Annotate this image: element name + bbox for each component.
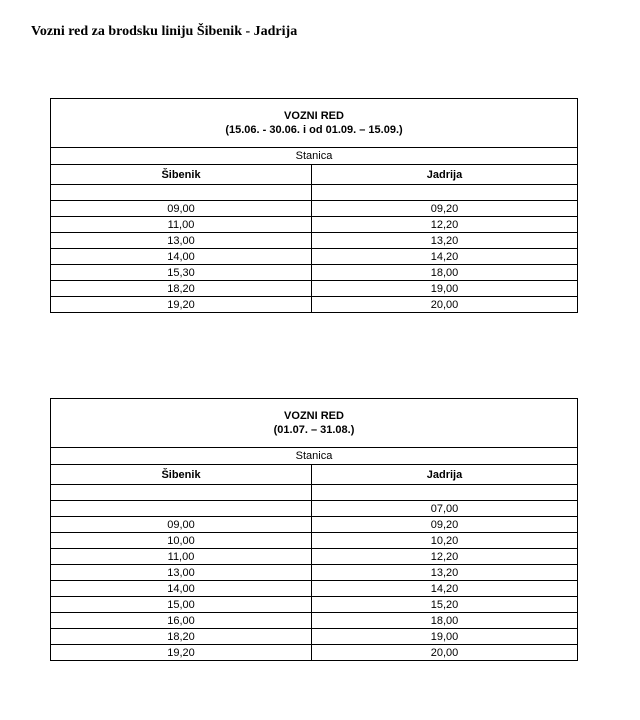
timetable-period: (15.06. - 30.06. i od 01.09. – 15.09.) [225, 124, 403, 136]
table-row [51, 645, 578, 661]
table-row [51, 217, 578, 233]
table-row [51, 597, 578, 613]
column-sibenik: Šibenik [51, 165, 312, 185]
departure-sibenik: 15,30 [51, 265, 312, 281]
table-row [51, 501, 578, 517]
timetable-table [50, 398, 578, 661]
departure-jadrija: 12,20 [312, 217, 578, 233]
station-row [51, 148, 578, 165]
table-row [51, 485, 578, 501]
table-row [51, 629, 578, 645]
departure-sibenik: 19,20 [51, 645, 312, 661]
departure-jadrija: 13,20 [312, 565, 578, 581]
departure-jadrija: 09,20 [312, 517, 578, 533]
departure-sibenik: 13,00 [51, 233, 312, 249]
timetable-header-row [51, 99, 578, 148]
timetable-header-cell [51, 399, 578, 448]
table-row [51, 565, 578, 581]
table-row [51, 265, 578, 281]
departure-sibenik: 11,00 [51, 549, 312, 565]
departure-jadrija: 19,00 [312, 281, 578, 297]
table-row [51, 185, 578, 201]
departure-jadrija: 19,00 [312, 629, 578, 645]
table-row [51, 613, 578, 629]
timetable-header-row [51, 399, 578, 448]
departure-jadrija: 15,20 [312, 597, 578, 613]
table-row [51, 297, 578, 313]
departure-sibenik: 18,20 [51, 629, 312, 645]
departure-sibenik: 11,00 [51, 217, 312, 233]
departure-sibenik [51, 185, 312, 201]
departure-jadrija: 09,20 [312, 201, 578, 217]
table-row [51, 249, 578, 265]
table-row [51, 581, 578, 597]
departure-sibenik: 19,20 [51, 297, 312, 313]
departure-jadrija [312, 485, 578, 501]
departure-jadrija: 14,20 [312, 249, 578, 265]
timetable-period: (01.07. – 31.08.) [273, 424, 355, 436]
column-jadrija: Jadrija [312, 465, 578, 485]
station-row [51, 448, 578, 465]
departure-jadrija [312, 185, 578, 201]
timetable-header-cell [51, 99, 578, 148]
departure-jadrija: 18,00 [312, 613, 578, 629]
departure-jadrija: 12,20 [312, 549, 578, 565]
departure-sibenik [51, 485, 312, 501]
departure-sibenik: 18,20 [51, 281, 312, 297]
departure-jadrija: 20,00 [312, 645, 578, 661]
departure-sibenik: 14,00 [51, 249, 312, 265]
departure-jadrija: 13,20 [312, 233, 578, 249]
departure-sibenik: 10,00 [51, 533, 312, 549]
timetable-heading: VOZNI RED [284, 410, 344, 422]
table-row [51, 549, 578, 565]
table-row [51, 201, 578, 217]
table-row [51, 233, 578, 249]
document-title: Vozni red za brodsku liniju Šibenik - Jadrija [31, 24, 298, 39]
table-row [51, 533, 578, 549]
column-header-row [51, 165, 578, 185]
station-label: Stanica [51, 448, 578, 465]
departure-sibenik: 13,00 [51, 565, 312, 581]
departure-jadrija: 18,00 [312, 265, 578, 281]
timetable-body [51, 399, 578, 661]
departure-sibenik [51, 501, 312, 517]
departure-sibenik: 14,00 [51, 581, 312, 597]
table-row [51, 517, 578, 533]
timetable-table [50, 98, 578, 313]
station-label: Stanica [51, 148, 578, 165]
column-header-row [51, 465, 578, 485]
departure-sibenik: 09,00 [51, 201, 312, 217]
departure-jadrija: 14,20 [312, 581, 578, 597]
column-sibenik: Šibenik [51, 465, 312, 485]
departure-jadrija: 10,20 [312, 533, 578, 549]
departure-sibenik: 15,00 [51, 597, 312, 613]
departure-sibenik: 09,00 [51, 517, 312, 533]
departure-jadrija: 20,00 [312, 297, 578, 313]
departure-jadrija: 07,00 [312, 501, 578, 517]
departure-sibenik: 16,00 [51, 613, 312, 629]
timetable-body [51, 99, 578, 313]
timetable-heading: VOZNI RED [284, 110, 344, 122]
table-row [51, 281, 578, 297]
column-jadrija: Jadrija [312, 165, 578, 185]
